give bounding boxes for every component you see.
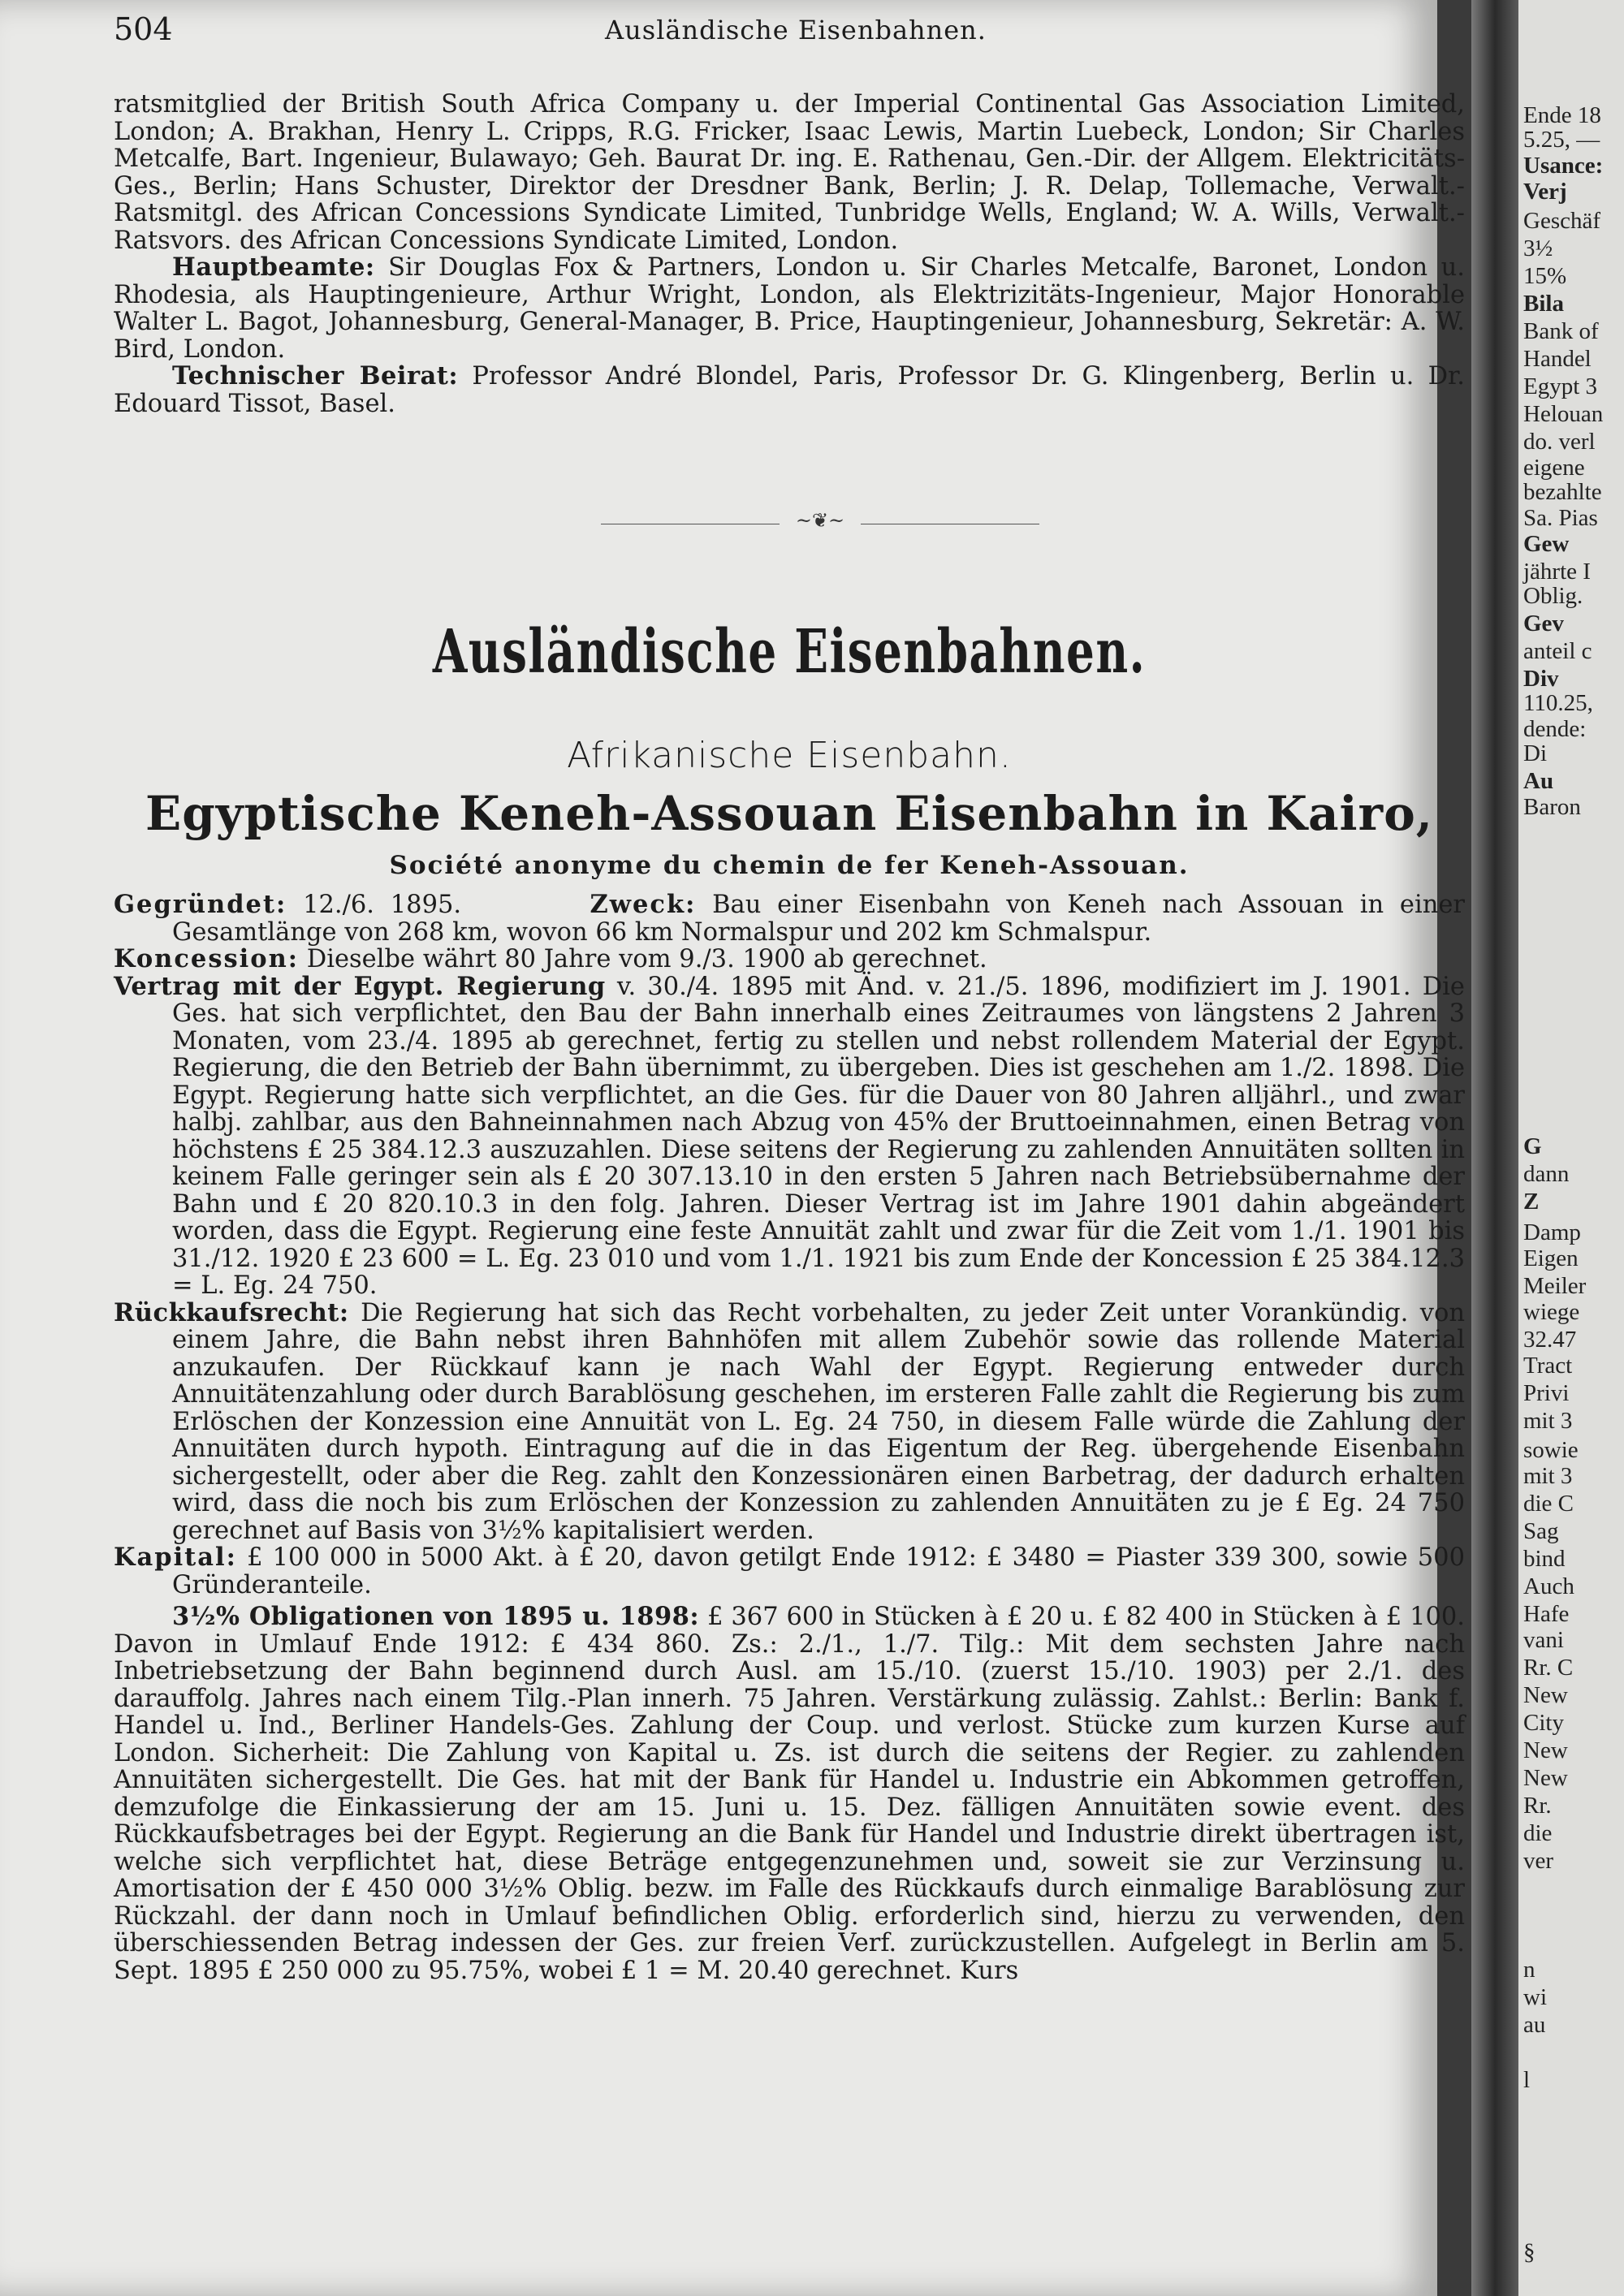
board-members-text: ratsmitglied der British South Africa Company u. der Imperial Continental Gas Association Limited, London; A. Brakhan, Henry L. Cripps, R.G. Fricker, Isaac Lewis, Martin Luebeck, London; Sir Charles Metcalfe, Bart. Ingenieur, Bulawayo; Geh. Baurat Dr. ing. E. Rathenau, Gen.-Dir. der Allgem. Elektricitäts-Ges., Berlin; Hans Schuster, Direktor der Dresdner Bank, Berlin; J. R. Delap, Tollemache, Verwalt.-Ratsmitgl. des African Concessions Syndicate Limited, Tunbridge Wells, England; W. A. Wills, Verwalt.-Ratsvors. des African Concessions Syndicate Limited, London. — [114, 90, 1465, 255]
adjacent-page-fragment: n — [1523, 1957, 1535, 1983]
obligationen-text: £ 367 600 in Stücken à £ 20 u. £ 82 400 in Stücken à £ 100. Davon in Umlauf Ende 1912: £ 434 860. Zs.: 2./1., 1./7. Tilg.: Mit dem sechsten Jahre nach Inbetriebsetzung der Bahn beginnend durch Ausl. am 15./10. (zuerst 15./10. 1903) per 2./1. des darauffolg. Jahres nach einem Tilg.-Plan innerh. 75 Jahren. Verstärkung zulässig. Zahlst.: Berlin: Bank f. Handel u. Ind., Berliner Handels-Ges. Zahlung der Coup. und verlost. Stücke zum kurzen Kurse auf London. Sicherheit: Die Zahlung von Kapital u. Zs. ist durch die seitens der Regier. zu zahlenden Annuitäten sichergestellt. Die Ges. hat mit der Bank für Handel u. Industrie ein Abkommen getroffen, demzufolge die Einkassierung der am 15. Juni u. 15. Dez. fälligen Annuitäten sowie event. des Rückkaufsbetrages bei der Egypt. Regierung an die Bank für Handel und Industrie direkt übertragen ist, welche sich verpflichtet hat, diese Beträge entgegenzunehmen und, soweit sie zur Verzinsung u. Amortisation der £ 450 000 3½% Oblig. bezw. im Falle des Rückkaufs durch einmalige Barablösung zur Rückzahl. der dann noch in Umlauf befindlichen Oblig. erforderlich sind, hierzu zu verwenden, den überschiessenden Betrag indessen der Ges. zur freien Verf. zurückzustellen. Aufgelegt in Berlin am 5. Sept. 1895 £ 250 000 zu 95.75%, wobei £ 1 = M. 20.40 gerechnet. Kurs — [114, 1603, 1466, 1985]
adjacent-page-fragment: Sag — [1523, 1518, 1559, 1544]
adjacent-page-fragment: Oblig. — [1523, 583, 1583, 609]
adjacent-page-fragment: 110.25, — [1523, 690, 1593, 716]
adjacent-page-fragment: ver — [1523, 1848, 1554, 1874]
adjacent-page-fragment: Egypt 3 — [1523, 373, 1598, 399]
adjacent-page-fragment: Bila — [1523, 291, 1564, 317]
adjacent-page-fragment: 3½ — [1523, 235, 1553, 261]
adjacent-page-fragment: New — [1523, 1737, 1568, 1763]
adjacent-page-fragment: City — [1523, 1710, 1564, 1736]
page-number: 504 — [114, 11, 173, 47]
kapital-label: Kapital: — [114, 1543, 237, 1572]
adjacent-page-fragment: die C — [1523, 1491, 1574, 1517]
adjacent-page-fragment: au — [1523, 2012, 1546, 2038]
adjacent-page-fragment: § — [1523, 2239, 1535, 2265]
vertrag-label: Vertrag mit der Egypt. Regierung — [114, 971, 606, 1001]
adjacent-page-fragment: Verj — [1523, 179, 1567, 205]
running-head — [114, 11, 1462, 52]
top-paragraph-block — [114, 91, 1465, 417]
adjacent-page-fragment: mit 3 — [1523, 1408, 1573, 1434]
adjacent-page-fragment: Rr. — [1523, 1793, 1552, 1819]
vertrag-text: v. 30./4. 1895 mit Änd. v. 21./5. 1896, modifiziert im J. 1901. Die Ges. hat sich verpflichtet, den Bau der Bahn innerhalb eines Zeitraumes von längstens 2 Jahren 3 Monaten, vom 23./4. 1895 ab gerechnet, fertig zu stellen und nebst rollendem Material der Egypt. Regierung, die den Betrieb der Bahn übernimmt, zu übergeben. Dies ist geschehen am 1./2. 1898. Die Egypt. Regierung hatte sich verpflichtet, an die Ges. für die Dauer von 80 Jahren alljährl., und zwar halbj. zahlbar, aus den Bahneinnahmen nach Abzug von 45% der Bruttoeinnahmen, einen Betrag von höchstens £ 25 384.12.3 auszuzahlen. Diese seitens der Regierung zu zahlenden Annuitäten sollten in keinem Falle geringer sein als £ 20 307.13.10 in den ersten 5 Jahren nach Betriebsübernahme der Bahn und £ 20 820.10.3 in den folg. Jahren. Dieser Vertrag ist im Jahre 1901 dahin abgeändert worden, dass die Egypt. Regierung eine feste Annuität zahlt und zwar für die Zeit vom 1./1. 1901 bis 31./12. 1920 £ 23 600 = L. Eg. 23 010 und vom 1./1. 1921 bis zum Ende der Koncession £ 25 384.12.3 = L. Eg. 24 750. — [172, 972, 1465, 1300]
section-subtitle: Afrikanische Eisenbahn. — [567, 735, 1012, 776]
beirat-label: Technischer Beirat: — [172, 361, 459, 391]
adjacent-page-fragment: do. verl — [1523, 429, 1596, 455]
adjacent-page-fragment: Gew — [1523, 531, 1570, 557]
adjacent-page-fragment: anteil c — [1523, 638, 1592, 664]
adjacent-page-fragment: bezahlte — [1523, 479, 1602, 505]
section-title: Ausländische Eisenbahnen. — [432, 617, 1147, 687]
adjacent-page-fragment: wi — [1523, 1984, 1547, 2010]
adjacent-page-fragment: Bank of — [1523, 318, 1599, 344]
book-gutter — [1471, 0, 1518, 2296]
hauptbeamte-label: Hauptbeamte: — [172, 252, 375, 282]
adjacent-page-fragment: Baron — [1523, 794, 1581, 820]
adjacent-page-fragment: mit 3 — [1523, 1463, 1573, 1489]
adjacent-page-fragment: wiege — [1523, 1299, 1580, 1325]
adjacent-page-fragment: l — [1523, 2067, 1531, 2093]
adjacent-page-fragment: dende: — [1523, 716, 1587, 742]
koncession-paragraph — [114, 946, 1465, 973]
gegruendet-paragraph — [114, 891, 1465, 946]
adjacent-page-fragment: Tract — [1523, 1353, 1573, 1379]
adjacent-page-fragment: jährte I — [1523, 559, 1591, 585]
adjacent-page-fragment: Helouan — [1523, 401, 1604, 427]
koncession-text: Dieselbe währt 80 Jahre vom 9./3. 1900 ab gerechnet. — [306, 945, 987, 973]
adjacent-page-fragment: Au — [1523, 768, 1554, 794]
adjacent-page-fragment: vani — [1523, 1627, 1564, 1653]
adjacent-page-fragment: 5.25, — — [1523, 127, 1600, 153]
adjacent-page-fragment: Eigen — [1523, 1245, 1579, 1271]
adjacent-page-fragment: bind — [1523, 1546, 1566, 1572]
adjacent-page-fragment: Usance: — [1523, 153, 1604, 179]
adjacent-page-fragment: Di — [1523, 740, 1547, 766]
adjacent-page — [1518, 0, 1624, 2296]
adjacent-page-fragment: die — [1523, 1820, 1553, 1846]
adjacent-page-fragment: Damp — [1523, 1219, 1581, 1245]
beirat-text: Professor André Blondel, Paris, Professor Dr. G. Klingenberg, Berlin u. Dr. Edouard Tissot, Basel. — [114, 362, 1465, 418]
adjacent-page-fragment: Geschäf — [1523, 208, 1601, 234]
rueckkauf-text: Die Regierung hat sich das Recht vorbehalten, zu jeder Zeit unter Vorankündig. von einem Jahre, die Bahn nebst ihren Bahnhöfen mit allem Zubehör sowie das rollende Material anzukaufen. Der Rückkauf kann je nach Wahl der Egypt. Regierung entweder durch Annuitätenzahlung oder durch Barablösung geschehen, im ersteren Falle zahlt die Regierung bis zum Erlöschen der Konzession eine Annuität von L. Eg. 24 750, in diesem Falle würde die Zahlung der Annuitäten durch hypoth. Eintragung auf die in das Eigentum der Reg. übergehende Eisenbahn sichergestellt, oder aber die Reg. zahlt den Konzessionären einen Barbetrag, der dadurch erhalten wird, dass die noch bis zum Erlöschen der Konzession zu zahlenden Annuitäten zu je £ Eg. 24 750 gerechnet auf Basis von 3½% kapitalisiert werden. — [172, 1298, 1465, 1545]
adjacent-page-fragment: Meiler — [1523, 1273, 1587, 1299]
adjacent-page-fragment: Div — [1523, 666, 1559, 692]
gegruendet-value: 12./6. 1895. — [303, 891, 462, 919]
adjacent-page-fragment: Gev — [1523, 611, 1564, 637]
adjacent-page-fragment: Handel — [1523, 346, 1592, 372]
obligationen-paragraph — [114, 1603, 1465, 1984]
section-divider-ornament: ~❦~ — [601, 516, 1039, 532]
company-title: Egyptische Keneh-Assouan Eisenbahn in Kairo, — [145, 786, 1433, 841]
adjacent-page-fragment: Auch — [1523, 1573, 1574, 1599]
adjacent-page-fragment: sowie — [1523, 1437, 1579, 1463]
beirat-paragraph — [114, 363, 1465, 417]
vertrag-paragraph — [114, 973, 1465, 1300]
adjacent-page-fragment: eigene — [1523, 455, 1585, 481]
rueckkauf-paragraph — [114, 1297, 1465, 1545]
adjacent-page-fragment: G — [1523, 1133, 1542, 1159]
adjacent-page-fragment: Privi — [1523, 1380, 1570, 1406]
adjacent-page-fragment: Hafe — [1523, 1601, 1570, 1627]
adjacent-page-fragment: Ende 18 — [1523, 102, 1601, 128]
gegruendet-label: Gegründet: — [114, 890, 287, 919]
adjacent-page-fragment: Z — [1523, 1189, 1540, 1215]
zweck-label: Zweck: — [590, 890, 697, 919]
obligationen-label: 3½% Obligationen von 1895 u. 1898: — [172, 1602, 700, 1631]
kapital-text: £ 100 000 in 5000 Akt. à £ 20, davon getilgt Ende 1912: £ 3480 = Piaster 339 300, sowie 500 Gründeranteile. — [172, 1543, 1465, 1599]
koncession-label: Koncession: — [114, 944, 300, 973]
running-title: Ausländische Eisenbahnen. — [605, 15, 987, 45]
adjacent-page-fragment: Rr. C — [1523, 1655, 1574, 1681]
adjacent-page-fragment: 32.47 — [1523, 1327, 1577, 1353]
adjacent-page-fragment: dann — [1523, 1161, 1570, 1187]
adjacent-page-fragment: New — [1523, 1682, 1568, 1708]
adjacent-page-fragment: 15% — [1523, 263, 1567, 289]
hauptbeamte-text: Sir Douglas Fox & Partners, London u. Sir Charles Metcalfe, Baronet, London u. Rhodesia, als Hauptingenieure, Arthur Wright, London, als Elektrizitäts-Ingenieur, Major Honorable Walter L. Bagot, Johannesburg, General-Manager, B. Price, Hauptingenieur, Johannesburg, Sekretär: A. W. Bird, London. — [114, 253, 1465, 364]
adjacent-page-fragment: Sa. Pias — [1523, 505, 1598, 531]
zweck-text: Bau einer Eisenbahn von Keneh nach Assouan in einer Gesamtlänge von 268 km, wovon 66 km Normalspur und 202 km Schmalspur. — [172, 891, 1465, 947]
kapital-paragraph — [114, 1544, 1465, 1599]
rueckkauf-label: Rückkaufsrecht: — [114, 1297, 349, 1327]
company-french-title: Société anonyme du chemin de fer Keneh-Assouan. — [389, 851, 1190, 880]
company-entry-block — [114, 891, 1465, 1984]
hauptbeamte-paragraph — [114, 254, 1465, 363]
adjacent-page-fragment: New — [1523, 1765, 1568, 1791]
